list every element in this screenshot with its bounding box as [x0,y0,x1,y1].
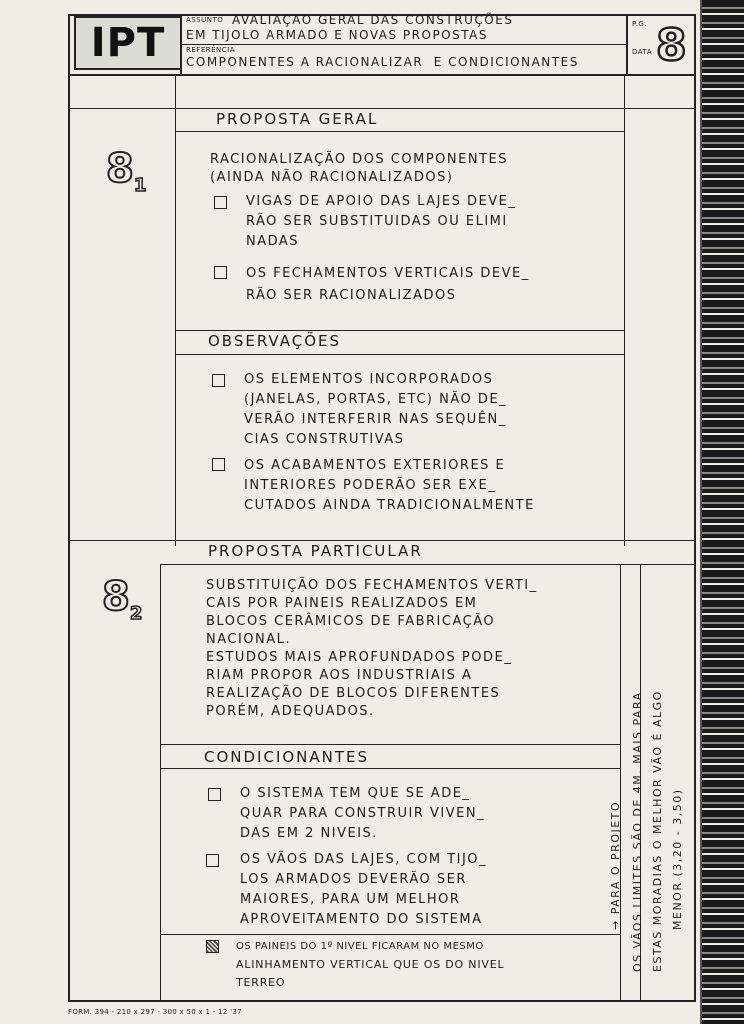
particular-line-6: RIAM PROPOR AOS INDUSTRIAIS A [206,668,473,683]
fechamentos-line-2: RÃO SER RACIONALIZADOS [246,288,457,303]
outer-right-border [694,14,696,1002]
paineis-line-3: TERREO [236,976,286,989]
ipt-logo: IPT [74,16,182,70]
checkbox-vigas[interactable] [214,196,227,209]
condicionantes-bottom-line [160,768,620,769]
acabamentos-line-1: OS ACABAMENTOS EXTERIORES E [244,458,506,473]
vaos-line-3: MAIORES, PARA UM MELHOR [240,892,461,907]
fechamentos-line-1: OS FECHAMENTOS VERTICAIS DEVE_ [246,266,530,281]
observacoes-heading: OBSERVAÇÕES [208,332,342,350]
side-note-line-2: OS VÃOS LIMITES SÃO DE 4M. MAIS PARA [631,691,644,972]
particular-line-2: CAIS POR PAINEIS REALIZADOS EM [206,596,478,611]
checkbox-sistema[interactable] [208,788,221,801]
sistema-line-3: DAS EM 2 NIVEIS. [240,826,378,841]
vigas-line-2: RÃO SER SUBSTITUIDAS OU ELIMI [246,214,508,229]
header-divider-right [626,14,628,76]
proposta-geral-heading: PROPOSTA GERAL [216,110,379,128]
assunto-line-1: AVALIAÇAO GERAL DAS CONSTRUÇÕES [232,13,514,27]
elementos-line-4: CIAS CONSTRUTIVAS [244,432,405,447]
spiral-binding [700,0,744,1024]
observacoes-top-line [175,330,625,331]
vigas-line-3: NADAS [246,234,300,249]
vigas-line-1: VIGAS DE APOIO DAS LAJES DEVE_ [246,194,517,209]
particular-line-3: BLOCOS CERÂMICOS DE FABRICAÇÃO [206,614,496,629]
pg-label: P.G. [632,20,648,28]
acabamentos-line-2: INTERIORES PODERÃO SER EXE_ [244,478,497,493]
header-bottom-line [68,74,696,76]
proposta-particular-top-line [68,540,696,541]
side-note-line-1: → PARA O PROJETO [609,800,622,930]
paineis-line-2: ALINHAMENTO VERTICAL QUE OS DO NIVEL [236,958,505,971]
lower-divider-mid [620,564,621,1000]
outer-bottom-border [68,1000,696,1002]
referencia-text: COMPONENTES A RACIONALIZAR E CONDICIONANTES [186,55,579,69]
proposta-particular-bottom-line [160,564,696,565]
paineis-line-1: OS PAINEIS DO 1º NIVEL FICARAM NO MESMO [236,941,484,952]
sistema-line-2: QUAR PARA CONSTRUIR VIVEN_ [240,806,486,821]
acabamentos-line-3: CUTADOS AINDA TRADICIONALMENTE [244,498,535,513]
header-mid-line [180,44,626,45]
form-footer: FORM. 394 - 210 x 297 - 300 x 50 x 1 - 12 '37 [68,1008,242,1016]
checkbox-vaos[interactable] [206,854,219,867]
body-divider-left [175,76,176,546]
section-number-8-1: $8_1$ [106,146,147,196]
proposta-geral-top-line [68,108,696,109]
body-divider-right [624,76,625,546]
particular-line-8: PORÉM, ADEQUADOS. [206,704,375,719]
racionalizacao-title-1: RACIONALIZAÇÃO DOS COMPONENTES [210,152,508,167]
page-number: 8 [656,20,687,71]
paineis-top-line [160,934,620,935]
assunto-line-2: EM TIJOLO ARMADO E NOVAS PROPOSTAS [186,28,488,42]
section-number-8-2: $8_2$ [102,574,143,624]
proposta-geral-bottom-line [175,131,625,132]
assunto-label: ASSUNTO [186,16,224,24]
proposta-particular-heading: PROPOSTA PARTICULAR [208,542,423,560]
referencia-label: REFERÊNCIA [186,46,235,54]
checkbox-elementos[interactable] [212,374,225,387]
outer-left-border [68,14,70,1002]
vaos-line-2: LOS ARMADOS DEVERÃO SER [240,872,467,887]
checkbox-paineis[interactable] [206,940,219,953]
vaos-line-1: OS VÃOS DAS LAJES, COM TIJO_ [240,852,488,867]
particular-line-7: REALIZAÇÃO DE BLOCOS DIFERENTES [206,686,501,701]
racionalizacao-title-2: (AINDA NÃO RACIONALIZADOS) [210,170,454,185]
condicionantes-top-line [160,744,620,745]
checkbox-acabamentos[interactable] [212,458,225,471]
particular-line-5: ESTUDOS MAIS APROFUNDADOS PODE_ [206,650,513,665]
checkbox-fechamentos[interactable] [214,266,227,279]
vaos-line-4: APROVEITAMENTO DO SISTEMA [240,912,483,927]
condicionantes-heading: CONDICIONANTES [204,748,370,766]
elementos-line-1: OS ELEMENTOS INCORPORADOS [244,372,494,387]
particular-line-4: NACIONAL. [206,632,292,647]
side-note-line-3: ESTAS MORADIAS O MELHOR VÃO É ALGO [651,690,664,972]
side-note-line-4: MENOR (3,20 - 3,50) [671,788,684,930]
observacoes-bottom-line [175,354,625,355]
data-label: DATA [632,48,653,56]
sistema-line-1: O SISTEMA TEM QUE SE ADE_ [240,786,471,801]
elementos-line-2: (JANELAS, PORTAS, ETC) NÃO DE_ [244,392,508,407]
elementos-line-3: VERÃO INTERFERIR NAS SEQUÊN_ [244,412,507,427]
particular-line-1: SUBSTITUIÇÃO DOS FECHAMENTOS VERTI_ [206,578,538,593]
